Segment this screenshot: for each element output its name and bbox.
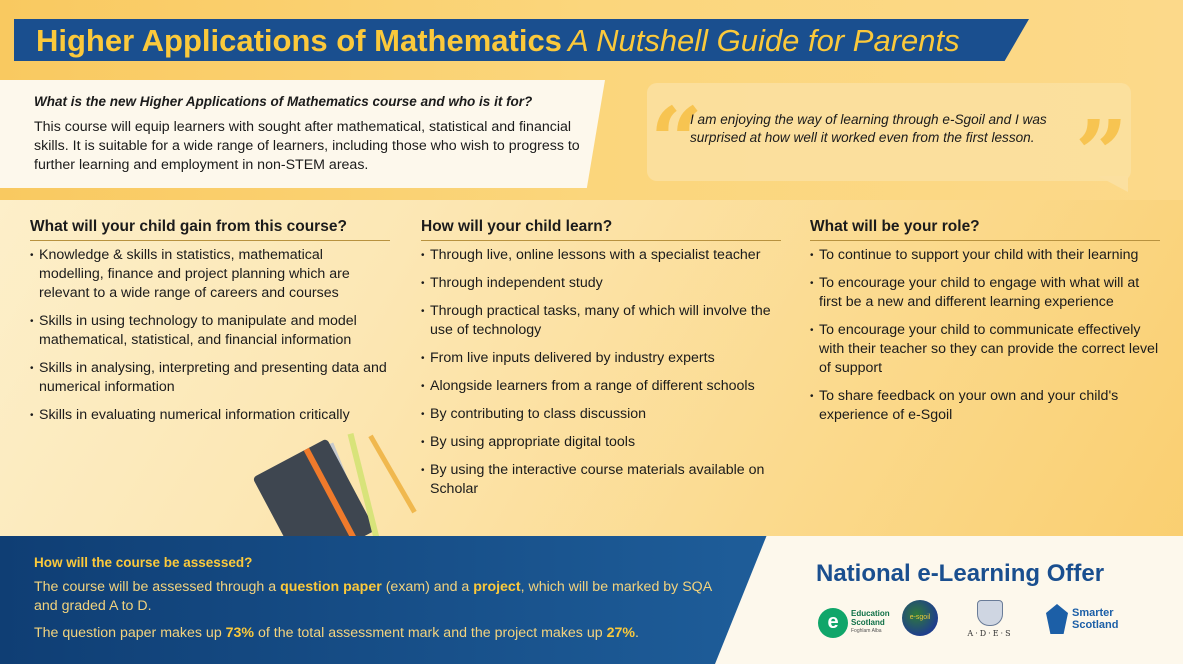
list-item: • Knowledge & skills in statistics, mathematical modelling, finance and project planning which are relevant to a wide range of careers and courses — [30, 246, 390, 303]
list-item: • Through live, online lessons with a specialist teacher — [421, 246, 781, 265]
close-quote-icon: ” — [1075, 100, 1128, 208]
assessment-paragraph-2 — [34, 624, 724, 643]
learn-list — [421, 246, 781, 508]
list-item: • From live inputs delivered by industry experts — [421, 349, 781, 368]
esgoil-logo: e-sgoil — [902, 600, 938, 636]
list-item: • Through independent study — [421, 274, 781, 293]
list-item: • Through practical tasks, many of which will involve the use of technology — [421, 302, 781, 340]
list-item: • By contributing to class discussion — [421, 405, 781, 424]
logo-text: Foghlam Alba — [851, 628, 882, 634]
education-scotland-wordmark — [851, 609, 890, 636]
assessment-text: The course will be assessed through a — [34, 579, 281, 595]
role-list — [810, 246, 1160, 434]
gain-heading: What will your child gain from this course? — [30, 218, 347, 235]
notebook-band — [304, 448, 358, 543]
gain-divider — [30, 240, 390, 241]
page-title — [36, 22, 960, 60]
logo-text: Scotland — [851, 618, 885, 627]
title-subtitle: A Nutshell Guide for Parents — [567, 23, 960, 58]
list-item: • Skills in using technology to manipulate and model mathematical, statistical, and financial information — [30, 312, 390, 350]
ades-shield-icon — [977, 600, 1003, 626]
list-item: • To continue to support your child with their learning — [810, 246, 1160, 265]
education-scotland-icon: e — [818, 608, 848, 638]
list-item: • To share feedback on your own and your child's experience of e-Sgoil — [810, 387, 1160, 425]
assessment-highlight: project — [473, 579, 521, 595]
assessment-highlight: question paper — [280, 579, 382, 595]
assessment-highlight: 73% — [225, 625, 255, 641]
education-scotland-logo — [818, 604, 908, 644]
assessment-highlight: 27% — [606, 625, 635, 641]
pencil-orange-icon — [368, 435, 416, 514]
gain-list — [30, 246, 390, 434]
assessment-text: (exam) and a — [381, 579, 474, 595]
assessment-text: The question paper makes up — [34, 625, 226, 641]
ades-logo — [955, 600, 1025, 642]
list-item: • Skills in analysing, interpreting and presenting data and numerical information — [30, 359, 390, 397]
open-quote-icon: “ — [650, 87, 703, 195]
list-item: • To encourage your child to communicate effectively with their teacher so they can provide the correct level of support — [810, 321, 1160, 378]
assessment-paragraph-1 — [34, 578, 724, 616]
assessment-question: How will the course be assessed? — [34, 555, 253, 570]
ades-wordmark: A·D·E·S — [967, 629, 1013, 638]
assessment-text: , which will be marked by SQA and graded A to D. — [34, 579, 712, 614]
intro-text: This course will equip learners with sought after mathematical, statistical and financial skills. It is suitable for a wide range of learners, including those who wish to progress to further learning and employment in non-STEM areas. — [34, 119, 580, 173]
logo-panel — [715, 536, 1183, 664]
logo-text: Scotland — [1072, 619, 1119, 631]
title-main: Higher Applications of Mathematics — [36, 23, 562, 58]
intro-question: What is the new Higher Applications of Mathematics course and who is it for? — [34, 94, 533, 109]
saltire-icon — [1046, 604, 1068, 634]
logo-text: Education — [851, 609, 890, 618]
list-item: • Alongside learners from a range of different schools — [421, 377, 781, 396]
role-heading: What will be your role? — [810, 218, 980, 235]
smarter-scotland-logo — [1046, 604, 1136, 638]
assessment-text: of the total assessment mark and the project makes up — [254, 625, 607, 641]
testimonial-quote: I am enjoying the way of learning through e-Sgoil and I was surprised at how well it worked even from the first lesson. — [690, 112, 1047, 145]
smarter-scotland-wordmark — [1072, 607, 1118, 631]
learn-divider — [421, 240, 781, 241]
logo-text: Smarter — [1072, 607, 1114, 619]
learn-heading: How will your child learn? — [421, 218, 613, 235]
list-item: • By using the interactive course materials available on Scholar — [421, 461, 781, 499]
list-item: • Skills in evaluating numerical information critically — [30, 406, 390, 425]
role-divider — [810, 240, 1160, 241]
list-item: • By using appropriate digital tools — [421, 433, 781, 452]
assessment-text: . — [634, 625, 639, 641]
national-elearning-title: National e-Learning Offer — [816, 560, 1105, 587]
list-item: • To encourage your child to engage with what will at first be a new and different learning experience — [810, 274, 1160, 312]
